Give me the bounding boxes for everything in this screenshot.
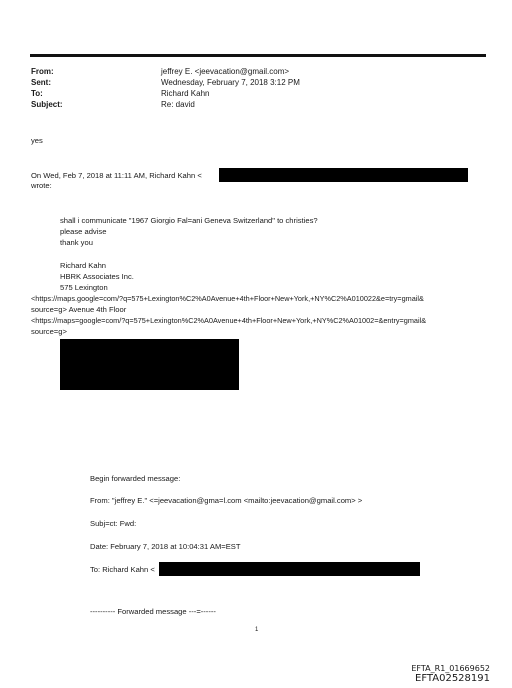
signature-street: 575 Lexington	[60, 283, 108, 292]
from-value: jeffrey E. <jeevacation@gmail.com>	[161, 67, 290, 76]
forwarded-subject: Subj=ct: Fwd:	[90, 519, 137, 528]
signature-company: HBRK Associates Inc.	[60, 272, 134, 281]
quote-wrote: wrote:	[31, 181, 52, 190]
signature-map-link-2: <https://maps=google=com/?q=575+Lexington%C2%A0Avenue+4th+Floor+New+York,+NY%C2%A01002=&entry=gmail&	[31, 316, 427, 325]
forwarded-begin: Begin forwarded message:	[90, 474, 181, 483]
message-line-3: thank you	[60, 238, 93, 247]
signature-map-link-2-tail: source=g>	[31, 327, 67, 336]
message-line-1: shall i communicate "1967 Giorgio Fal=ani Geneva Switzerland" to christies?	[60, 216, 318, 225]
forwarded-divider: ---------- Forwarded message ---=------	[90, 607, 216, 616]
reply-text: yes	[31, 136, 43, 145]
quote-attribution-text: On Wed, Feb 7, 2018 at 11:11 AM, Richard Kahn	[31, 171, 196, 180]
message-line-2: please advise	[60, 227, 107, 236]
to-value: Richard Kahn	[161, 89, 210, 98]
forwarded-to	[90, 565, 155, 575]
header-rule	[30, 54, 486, 57]
forwarded-from: From: "jeffrey E." <=jeevacation@gma=l.com <mailto:jeevacation@gmail.com> >	[90, 496, 363, 505]
subject-label: Subject:	[31, 100, 63, 109]
redaction-bar	[219, 168, 468, 182]
signature-map-link-1-tail: source=g> Avenue 4th Floor	[31, 305, 127, 314]
page-number: 1	[255, 627, 259, 633]
quote-attribution	[31, 171, 202, 181]
efta-reference-1: EFTA_R1_01669652	[411, 664, 490, 673]
forwarded-date: Date: February 7, 2018 at 10:04:31 AM=EST	[90, 542, 241, 551]
redaction-bar	[159, 562, 420, 576]
forwarded-to-sep: <	[150, 565, 155, 574]
signature-map-link-1: <https://maps.google=com/?q=575+Lexington%C2%A0Avenue+4th+Floor+New+York,+NY%C2%A010022&e=try=gmail&	[31, 294, 424, 303]
forwarded-to-text: To: Richard Kahn	[90, 565, 149, 574]
subject-value: Re: david	[161, 100, 195, 109]
signature-name: Richard Kahn	[60, 261, 107, 270]
efta-reference-2: EFTA02528191	[415, 673, 490, 684]
sent-value: Wednesday, February 7, 2018 3:12 PM	[161, 78, 300, 87]
sent-label: Sent:	[31, 78, 51, 87]
quote-attribution-sep: <	[197, 171, 202, 180]
to-label: To:	[31, 89, 43, 98]
redaction-block	[60, 339, 239, 390]
from-label: From:	[31, 67, 54, 76]
